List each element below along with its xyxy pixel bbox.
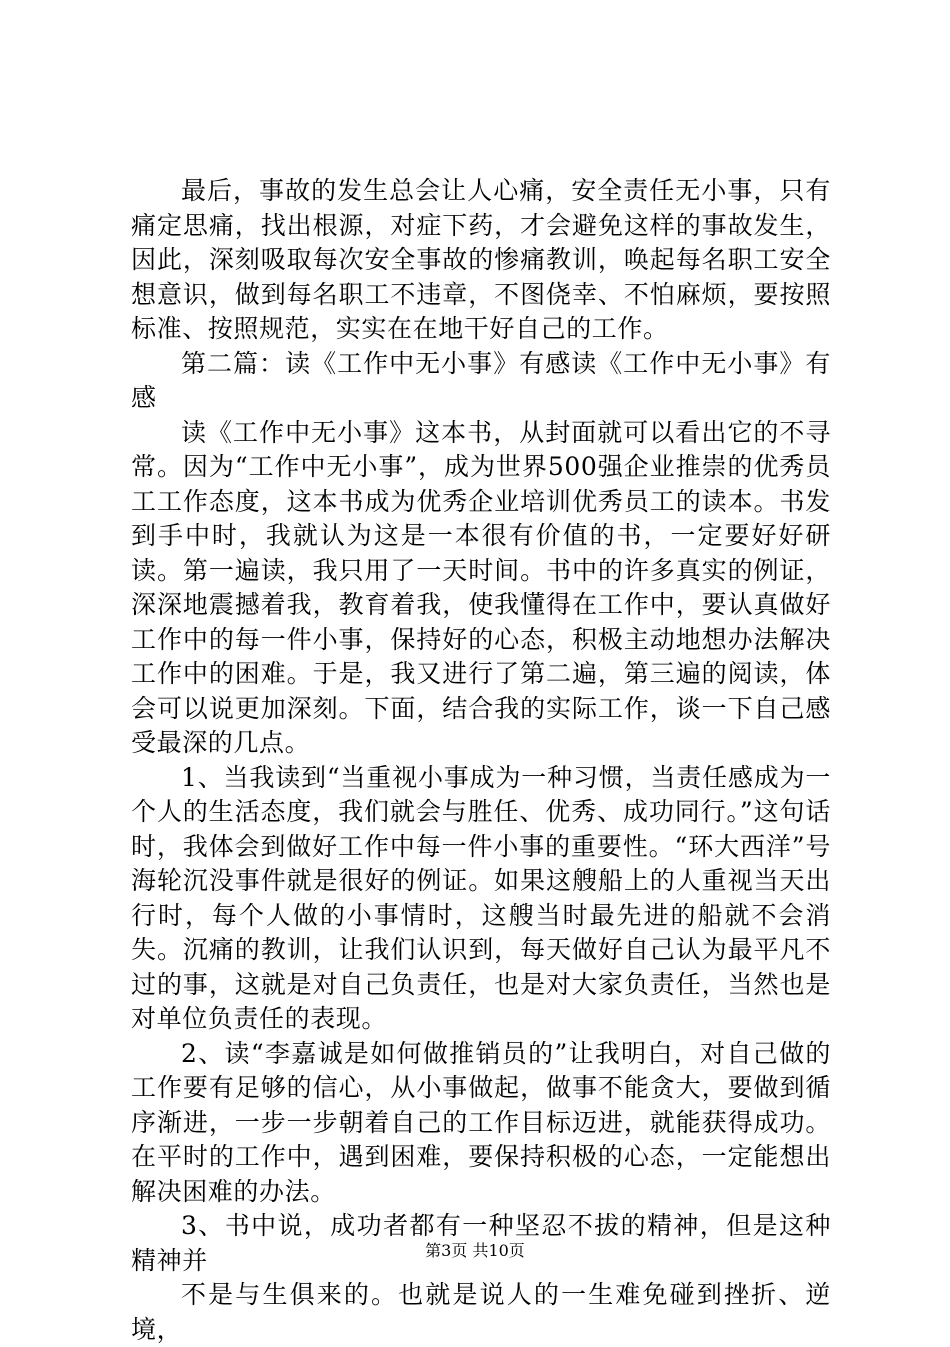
document-body xyxy=(131,174,831,1347)
paragraph-conclusion: 最后，事故的发生总会让人心痛，安全责任无小事，只有痛定思痛，找出根源，对症下药，才会避免这样的事故发生，因此，深刻吸取每次安全事故的惨痛教训，唤起每名职工安全想意识，做到每名职工不违章，不图侥幸、不怕麻烦，要按照标准、按照规范，实实在在地干好自己的工作。 xyxy=(131,176,831,343)
paragraph-point-3: 3、书中说，成功者都有一种坚忍不拔的精神，但是这种精神并 xyxy=(131,1211,831,1275)
section-heading: 第二篇：读《工作中无小事》有感读《工作中无小事》有感 xyxy=(131,348,831,412)
paragraph-continuation: 不是与生俱来的。也就是说人的一生难免碰到挫折、逆境， xyxy=(131,1280,831,1344)
paragraph-intro: 读《工作中无小事》这本书，从封面就可以看出它的不寻常。因为“工作中无小事”，成为世界500强企业推崇的优秀员工工作态度，这本书成为优秀企业培训优秀员工的读本。书发到手中时，我就认为这是一本很有价值的书，一定要好好研读。第一遍读，我只用了一天时间。书中的许多真实的例证，深深地震撼着我，教育着我，使我懂得在工作中，要认真做好工作中的每一件小事，保持好的心态，积极主动地想办法解决工作中的困难。于是，我又进行了第二遍，第三遍的阅读，体会可以说更加深刻。下面，结合我的实际工作，谈一下自己感受最深的几点。 xyxy=(131,417,831,757)
page-number-footer: 第3页 共10页 xyxy=(425,1241,525,1260)
paragraph-point-1: 1、当我读到“当重视小事成为一种习惯，当责任感成为一个人的生活态度，我们就会与胜任、优秀、成功同行。”这句话时，我体会到做好工作中每一件小事的重要性。“环大西洋”号海轮沉没事件就是很好的例证。如果这艘船上的人重视当天出行时，每个人做的小事情时，这艘当时最先进的船就不会消失。沉痛的教训，让我们认识到，每天做好自己认为最平凡不过的事，这就是对自己负责任，也是对大家负责任，当然也是对单位负责任的表现。 xyxy=(131,762,831,1033)
paragraph-point-2: 2、读“李嘉诚是如何做推销员的”让我明白，对自己做的工作要有足够的信心，从小事做起，做事不能贪大，要做到循序渐进，一步一步朝着自己的工作目标迈进，就能获得成功。在平时的工作中，遇到困难，要保持积极的心态，一定能想出解决困难的办法。 xyxy=(131,1038,831,1206)
